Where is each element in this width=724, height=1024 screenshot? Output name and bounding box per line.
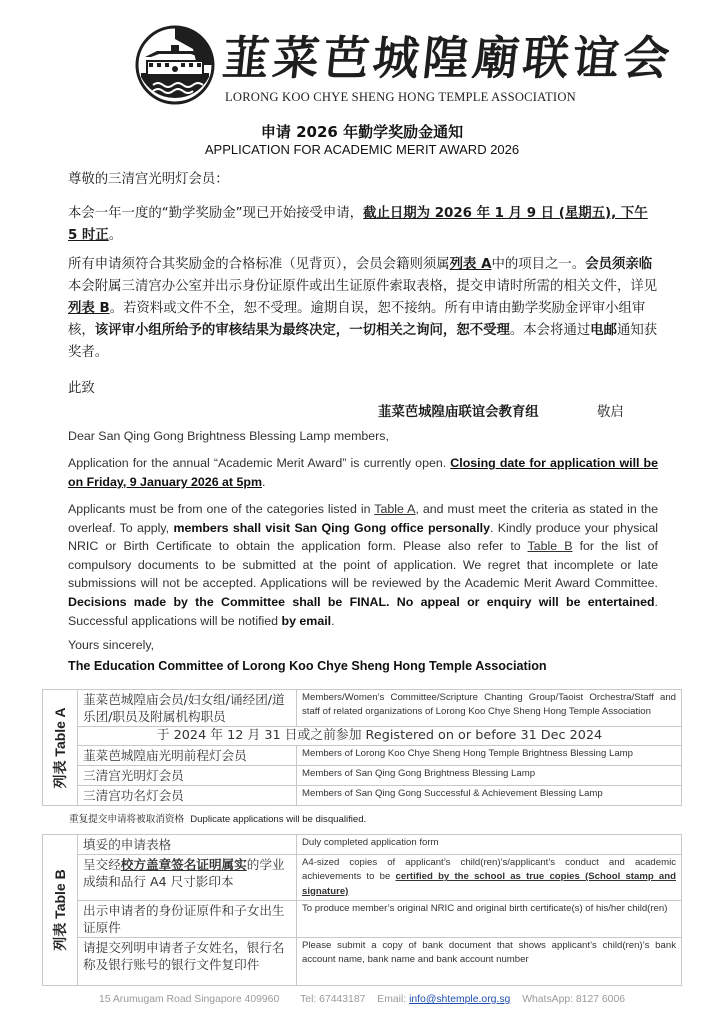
chinese-closing: 此致 (68, 381, 95, 396)
chinese-paragraph-1 (68, 203, 658, 247)
table-row (43, 855, 682, 901)
table-a-label: 列表 Table A (52, 707, 68, 788)
table-row (43, 766, 682, 786)
english-p2-a: Applicants must be from one of the categories listed in (68, 502, 375, 516)
chinese-p2-c: 本会附属三清宫办公室并出示身份证原件或出生证原件索取表格，提交申请时所需的相关文件，详见 (68, 279, 658, 294)
chinese-greeting: 尊敬的三清宫光明灯会员： (68, 172, 229, 187)
english-p2-b: , and must meet the criteria as stated in the overleaf. To apply, (68, 502, 658, 535)
school-certified-en: certified by the school as true copies (School stamp and signature) (302, 871, 676, 897)
table-row (43, 835, 682, 855)
english-table-b-ref: Table B (527, 539, 573, 554)
chinese-p1-end: 。 (108, 228, 123, 243)
chinese-signature-suffix: 敬启 (597, 405, 624, 420)
footer-whatsapp: WhatsApp: 8127 6006 (522, 994, 626, 1005)
table-row (43, 786, 682, 806)
english-deadline: Closing date for application will be on Friday, 9 January 2026 at 5pm (68, 456, 659, 489)
english-signature: The Education Committee of Lorong Koo Chye Sheng Hong Temple Association (68, 659, 547, 673)
english-p1-text: Application for the annual “Academic Merit Award” is currently open. (68, 456, 451, 470)
chinese-p2-a: 所有申请须符合其奖励金的合格标准（见背页），会员会籍则须属 (68, 257, 450, 272)
english-paragraph-1 (68, 454, 658, 491)
table-b-label-cell (43, 835, 78, 986)
table-cell-cn (78, 855, 297, 901)
table-cell-en: Please submit a copy of bank document that shows applicant’s child(ren)’s bank account name, bank name and bank account number (297, 937, 682, 985)
english-p2-c: . Kindly produce your physical NRIC or Birth Certificate to obtain the application form. Please also refer to (68, 520, 658, 554)
chinese-p2-e: 。本会将通过 (509, 323, 591, 338)
logo-english-name: LORONG KOO CHYE SHENG HONG TEMPLE ASSOCIATION (225, 90, 576, 104)
table-cell-en: Members of San Qing Gong Successful & Achievement Blessing Lamp (297, 786, 682, 806)
table-a (42, 689, 682, 806)
chinese-visit-notice: 会员须亲临 (585, 257, 653, 272)
table-b-en-a: A4-sized copies of applicant’s child(ren)’s/applicant’s conduct and academic achievements to be (302, 857, 676, 883)
table-cell-cn: 三清宫光明灯会员 (78, 766, 297, 786)
chinese-p1-text: 本会一年一度的“勤学奖励金”现已开始接受申请， (68, 206, 364, 221)
chinese-email-notice: 电邮 (590, 323, 618, 338)
chinese-p2-b: 中的项目之一。 (491, 257, 586, 272)
chinese-table-b-ref: 列表 B (68, 301, 110, 316)
duplicate-note-en: Duplicate applications will be disqualified. (190, 814, 367, 825)
english-closing: Yours sincerely, (68, 638, 155, 652)
letterhead (135, 24, 676, 106)
table-b-label: 列表 Table B (52, 869, 68, 951)
table-row (43, 746, 682, 766)
table-cell-en: Members of San Qing Gong Brightness Blessing Lamp (297, 766, 682, 786)
english-p1-end: . (261, 474, 266, 489)
table-row (43, 727, 682, 746)
chinese-p2-d: 。若资料或文件不全，恕不受理。逾期自误，恕不接纳。所有申请由勤学奖励金评审小组审核， (68, 301, 646, 338)
english-table-a-ref: Table A (374, 502, 416, 516)
english-p2-e: . Successful applications will be notified (68, 594, 658, 628)
chinese-p2-f: 通知获奖者。 (68, 323, 658, 360)
footer-email-link[interactable]: info@shtemple.org.sg (409, 994, 511, 1005)
table-cell-cn: 韮菜芭城隍庙光明前程灯会员 (78, 746, 297, 766)
chinese-signature: 韮菜芭城隍庙联谊会教育组 (378, 405, 539, 420)
footer-contact (0, 994, 724, 1005)
chinese-paragraph-2 (68, 254, 658, 364)
table-row (43, 937, 682, 985)
table-cell-en (297, 855, 682, 901)
school-certified-cn: 校方盖章签名证明属实 (120, 857, 247, 872)
english-email-notice: by email (281, 613, 332, 628)
chinese-final-decision: 该评审小组所给予的审核结果为最终决定，一切相关之询问，恕不受理 (94, 323, 510, 338)
title-english: APPLICATION FOR ACADEMIC MERIT AWARD 2026 (204, 142, 520, 157)
chinese-deadline: 截止日期为 2026 年 1 月 9 日 (星期五), 下午 5 时正 (68, 206, 648, 243)
table-a-label-cell (43, 690, 78, 806)
table-b-cn-b: 的学业成绩和品行 A4 尺寸影印本 (83, 857, 285, 889)
table-cell-en: To produce member’s original NRIC and original birth certificate(s) of his/her child(ren) (297, 900, 682, 937)
logo-chinese-name: 韮菜芭城隍廟联谊会 (220, 31, 676, 85)
chinese-table-a-ref: 列表 A (449, 257, 492, 272)
table-cell-cn: 出示申请者的身份证原件和子女出生证原件 (78, 900, 297, 937)
footer-address: 15 Arumugam Road Singapore 409960 (98, 994, 280, 1005)
duplicate-note (69, 811, 366, 825)
english-p2-d: for the list of compulsory documents to be submitted at the point of application. We regret that incomplete or late submissions will not be accepted. Applications will be reviewed by the Academic Merit Award Committee. (68, 539, 658, 591)
english-p2-f: . (331, 613, 335, 628)
footer-email-label: Email: (377, 994, 410, 1005)
english-visit-notice: members shall visit San Qing Gong office personally (173, 520, 490, 535)
footer-tel: Tel: 67443187 (300, 994, 366, 1005)
duplicate-note-cn: 重复提交申请将被取消资格 (69, 814, 185, 825)
english-paragraph-2 (68, 500, 658, 630)
table-cell-cn: 韮菜芭城隍庙会员/妇女组/诵经团/道乐团/职员及附属机构职员 (78, 690, 297, 727)
table-cell-en: Duly completed application form (297, 835, 682, 855)
registration-cutoff: 于 2024 年 12 月 31 日或之前参加 Registered on or before 31 Dec 2024 (78, 727, 682, 746)
english-final-decision: Decisions made by the Committee shall be FINAL. No appeal or enquiry will be entertained (68, 594, 655, 609)
temple-emblem-icon (135, 25, 215, 105)
table-cell-cn: 填妥的申请表格 (78, 835, 297, 855)
table-b (42, 834, 682, 986)
title-chinese: 申请 2026 年勤学奖励金通知 (260, 123, 464, 141)
table-cell-cn: 请提交列明申请者子女姓名，银行名称及银行账号的银行文件复印件 (78, 937, 297, 985)
table-cell-en: Members/Women’s Committee/Scripture Chanting Group/Taoist Orchestra/Staff and staff of related organizations of Lorong Koo Chye Sheng Hong Temple Association (297, 690, 682, 727)
table-row (43, 900, 682, 937)
table-cell-cn: 三清宫功名灯会员 (78, 786, 297, 806)
table-b-cn-a: 呈交经 (83, 857, 121, 872)
table-cell-en: Members of Lorong Koo Chye Sheng Hong Temple Brightness Blessing Lamp (297, 746, 682, 766)
english-greeting: Dear San Qing Gong Brightness Blessing Lamp members, (68, 429, 389, 443)
table-row (43, 690, 682, 727)
